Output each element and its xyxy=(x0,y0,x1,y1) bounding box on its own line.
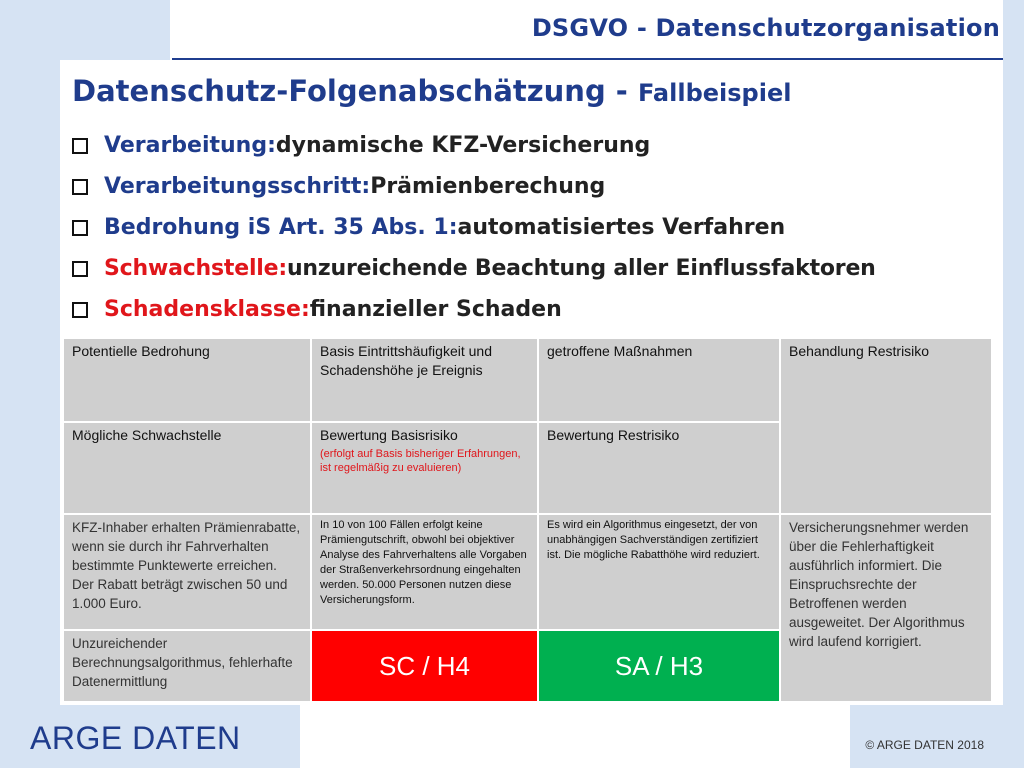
top-decor-band xyxy=(0,0,170,60)
bullet-text: automatisiertes Verfahren xyxy=(457,215,786,240)
checkbox-icon xyxy=(72,220,88,236)
header-bewertung-restrisiko: Bewertung Restrisiko xyxy=(538,422,780,514)
bullet-text: dynamische KFZ-Versicherung xyxy=(275,133,651,158)
checkbox-icon xyxy=(72,302,88,318)
header-bewertung-basisrisiko xyxy=(311,422,538,514)
bullet-item xyxy=(72,207,876,248)
bullet-label: Verarbeitungsschritt: xyxy=(104,174,371,199)
cell-schwachstelle-description: KFZ-Inhaber erhalten Prämienrabatte, wenn sie durch ihr Fahrverhalten bestimmte Punktewerte erreichen. Der Rabatt beträgt zwischen 50 und 1.000 Euro. xyxy=(63,514,311,630)
table-row xyxy=(63,338,992,422)
copyright-notice: © ARGE DATEN 2018 xyxy=(865,738,984,752)
bullet-text: Prämienberechung xyxy=(370,174,606,199)
title-sub: Fallbeispiel xyxy=(637,79,792,107)
header-potentielle-bedrohung: Potentielle Bedrohung xyxy=(63,338,311,422)
checkbox-icon xyxy=(72,261,88,277)
right-decor-band xyxy=(1003,0,1024,768)
header-divider xyxy=(172,58,1003,60)
bullet-item xyxy=(72,248,876,289)
cell-basis-description: In 10 von 100 Fällen erfolgt keine Prämiengutschrift, obwohl bei objektiver Analyse des Fahrverhaltens alle Vorgaben der Straßenverkehrsordnung eingehalten werden. 50.000 Personen nutzen diese Versicherungsform. xyxy=(311,514,538,630)
header-basis-eintrittshaeufigkeit: Basis Eintrittshäufigkeit und Schadenshöhe je Ereignis xyxy=(311,338,538,422)
slide-header: DSGVO - Datenschutzorganisation xyxy=(531,14,1000,42)
bullet-item xyxy=(72,289,876,330)
brand-logo-text: ARGE DATEN xyxy=(30,720,241,756)
header-moegliche-schwachstelle: Mögliche Schwachstelle xyxy=(63,422,311,514)
basisrisiko-rating-badge: SC / H4 xyxy=(311,630,538,702)
bullet-label: Verarbeitung: xyxy=(104,133,276,158)
cell-massnahmen-description: Es wird ein Algorithmus eingesetzt, der von unabhängigen Sachverständigen zertifiziert ist. Die mögliche Rabatthöhe wird reduziert. xyxy=(538,514,780,630)
bewertung-basisrisiko-label: Bewertung Basisrisiko xyxy=(320,427,458,443)
restrisiko-rating-badge: SA / H3 xyxy=(538,630,780,702)
bullet-item xyxy=(72,125,876,166)
bullet-label: Schwachstelle: xyxy=(104,256,287,281)
title-main: Datenschutz-Folgenabschätzung - xyxy=(72,74,638,108)
basisrisiko-note: (erfolgt auf Basis bisheriger Erfahrungen, ist regelmäßig zu evaluieren) xyxy=(320,448,521,474)
bottom-right-decor-band xyxy=(850,705,1024,768)
cell-schwachstelle-summary: Unzureichender Berechnungsalgorithmus, fehlerhafte Datenermittlung xyxy=(63,630,311,702)
header-getroffene-massnahmen: getroffene Maßnahmen xyxy=(538,338,780,422)
left-decor-band xyxy=(0,0,60,768)
bullet-label: Bedrohung iS Art. 35 Abs. 1: xyxy=(104,215,458,240)
table-row xyxy=(63,514,992,630)
header-behandlung-restrisiko: Behandlung Restrisiko xyxy=(780,338,992,514)
checkbox-icon xyxy=(72,179,88,195)
bullet-list xyxy=(72,125,876,330)
cell-restrisiko-behandlung: Versicherungsnehmer werden über die Fehlerhaftigkeit ausführlich informiert. Die Einspruchsrechte der Betroffenen werden ausgeweitet. Der Algorithmus wird laufend korrigiert. xyxy=(780,514,992,702)
checkbox-icon xyxy=(72,138,88,154)
bullet-text: unzureichende Beachtung aller Einflussfaktoren xyxy=(286,256,876,281)
risk-assessment-table xyxy=(62,337,993,703)
slide-title xyxy=(72,74,791,108)
bullet-label: Schadensklasse: xyxy=(104,297,310,322)
bullet-text: finanzieller Schaden xyxy=(309,297,562,322)
bullet-item xyxy=(72,166,876,207)
